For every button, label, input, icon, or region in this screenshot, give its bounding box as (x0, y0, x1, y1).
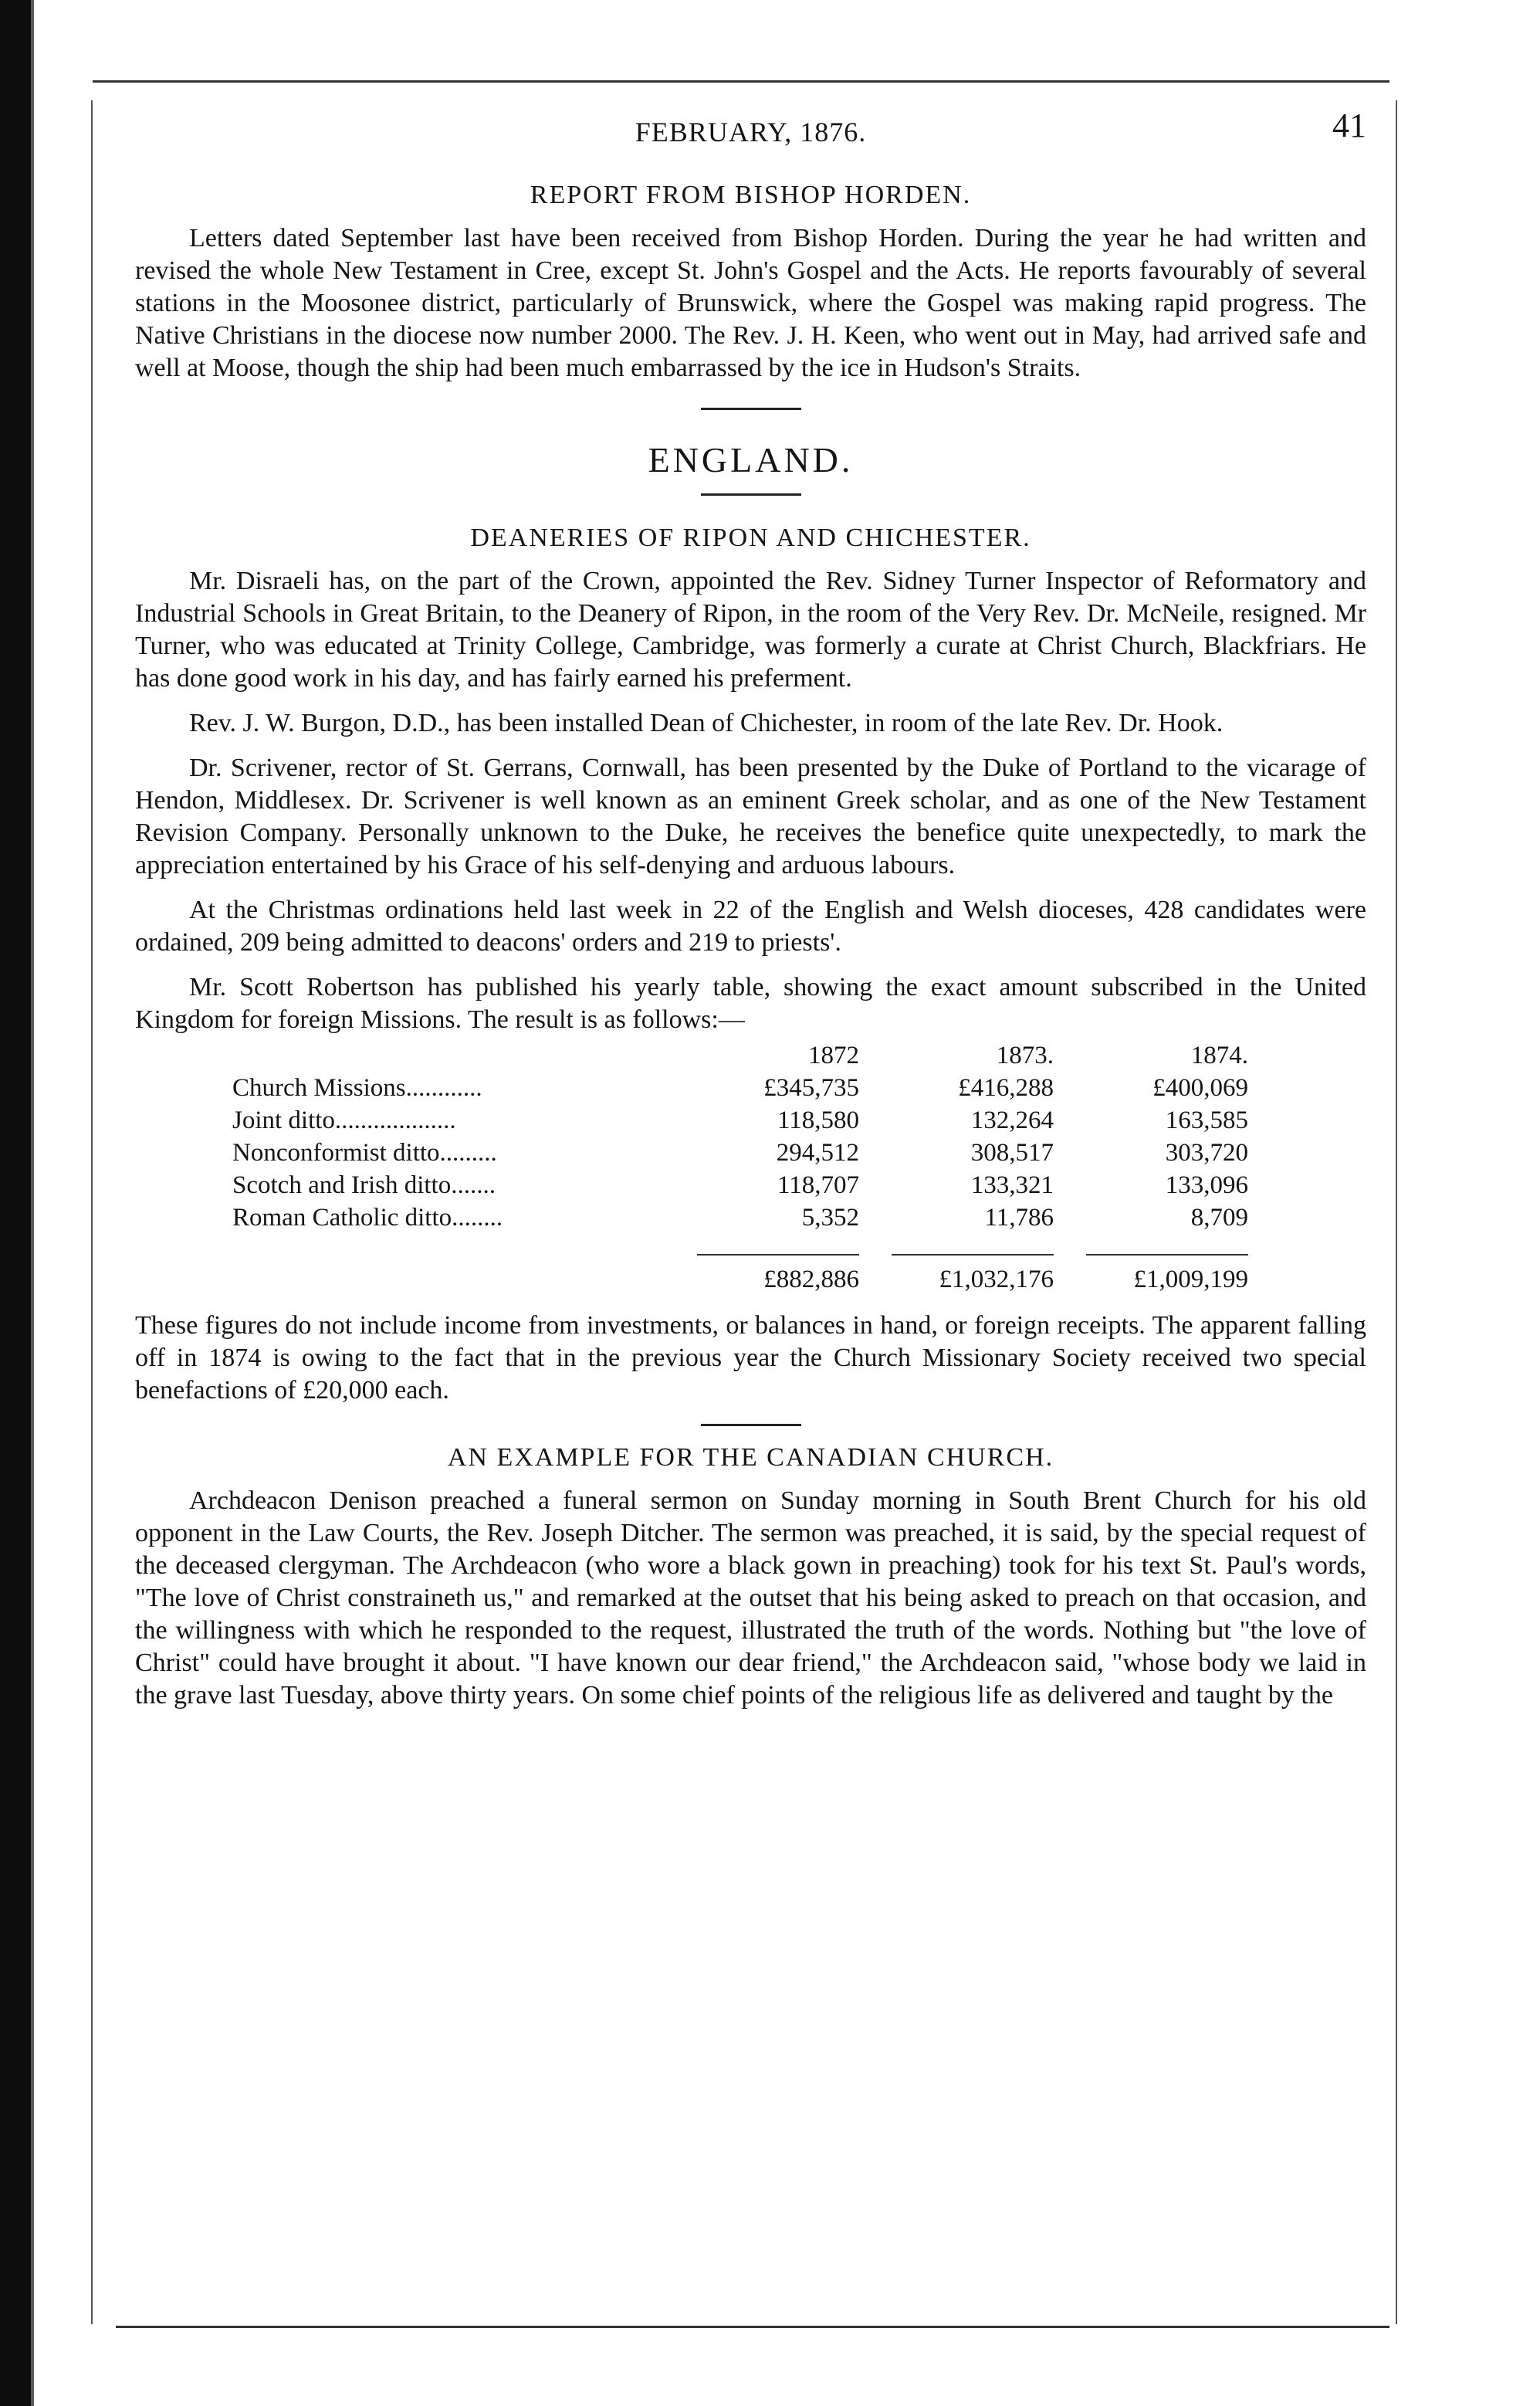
left-page-margin-line (91, 100, 93, 2324)
year-header: 1872 (808, 1042, 859, 1069)
total-value: £1,009,199 (1086, 1254, 1248, 1296)
table-total-row (228, 1234, 1253, 1296)
page-content (135, 107, 1366, 1724)
paragraph-robertson: Mr. Scott Robertson has published his yearly table, showing the exact amount subscribed in the United Kingdom for foreign Missions. The result is as follows:— (135, 973, 1366, 1034)
running-head-date: FEBRUARY, 1876. (635, 117, 867, 147)
section-divider (701, 408, 801, 410)
cell-value: £400,069 (1152, 1074, 1248, 1102)
cell-value: 133,321 (970, 1171, 1054, 1199)
section-title-bishop-horden: REPORT FROM BISHOP HORDEN. (530, 181, 972, 209)
right-page-margin-line (1396, 100, 1397, 2324)
section-title-canadian-church: AN EXAMPLE FOR THE CANADIAN CHURCH. (447, 1443, 1054, 1472)
paragraph-burgon: Rev. J. W. Burgon, D.D., has been installed Dean of Chichester, in room of the late Rev. Dr. Hook. (189, 709, 1224, 737)
bishop-horden-paragraph: Letters dated September last have been received from Bishop Horden. During the year he had written and revised the whole New Testament in Cree, except St. John's Gospel and the Acts. He reports favourably of several stations in the Moosonee district, particularly of Brunswick, where the Gospel was making rapid progress. The Native Christians in the diocese now number 2000. The Rev. J. H. Keen, who went out in May, had arrived safe and well at Moose, though the ship had been much embarrassed by the ice in Hudson's Straits. (135, 224, 1366, 382)
paragraph-figures-note: These figures do not include income from investments, or balances in hand, or foreign receipts. The apparent falling off in 1874 is owing to the fact that in the previous year the Church Missionary Society received two special benefactions of £20,000 each. (135, 1311, 1366, 1405)
table-header-row (228, 1039, 1253, 1072)
table-row (228, 1104, 1253, 1137)
year-header: 1873. (996, 1042, 1054, 1069)
missions-subscription-table (228, 1039, 1253, 1296)
top-border-rule (93, 80, 1389, 83)
cell-value: £416,288 (958, 1074, 1054, 1102)
cell-value: 8,709 (1190, 1204, 1248, 1232)
paragraph-ordinations: At the Christmas ordinations held last week in 22 of the English and Welsh dioceses, 428 candidates were ordained, 209 being admitted to deacons' orders and 219 to priests'. (135, 896, 1366, 957)
cell-value: 118,707 (777, 1171, 859, 1199)
table-row (228, 1169, 1253, 1201)
cell-value: 118,580 (777, 1106, 859, 1134)
paragraph-disraeli: Mr. Disraeli has, on the part of the Crown, appointed the Rev. Sidney Turner Inspector of Reformatory and Industrial Schools in Great Britain, to the Deanery of Ripon, in the room of the Very Rev. Dr. McNeile, resigned. Mr Turner, who was educated at Trinity College, Cambridge, was formerly a curate at Christ Church, Blackfriars. He has done good work in his day, and has fairly earned his preferment. (135, 567, 1366, 693)
section-divider (701, 493, 801, 496)
cell-value: 11,786 (984, 1204, 1054, 1232)
book-spine-shadow (0, 0, 31, 2406)
bottom-border-rule (116, 2326, 1389, 2328)
row-label: Nonconformist ditto......... (232, 1139, 497, 1167)
cell-value: 132,264 (970, 1106, 1054, 1134)
row-label: Church Missions............ (232, 1074, 482, 1102)
year-header: 1874. (1190, 1042, 1248, 1069)
row-label: Scotch and Irish ditto....... (232, 1171, 496, 1199)
row-label: Roman Catholic ditto........ (232, 1204, 503, 1232)
cell-value: 163,585 (1165, 1106, 1248, 1134)
row-label: Joint ditto................... (232, 1106, 456, 1134)
total-value: £1,032,176 (892, 1254, 1054, 1296)
paragraph-scrivener: Dr. Scrivener, rector of St. Gerrans, Cornwall, has been presented by the Duke of Portland to the vicarage of Hendon, Middlesex. Dr. Scrivener is well known as an eminent Greek scholar, and as one of the New Testament Revision Company. Personally unknown to the Duke, he receives the benefice quite unexpectedly, to mark the appreciation entertained by his Grace of his self-denying and arduous labours. (135, 754, 1366, 879)
cell-value: £345,735 (763, 1074, 859, 1102)
paragraph-archdeacon-denison: Archdeacon Denison preached a funeral sermon on Sunday morning in South Brent Church for his old opponent in the Law Courts, the Rev. Joseph Ditcher. The sermon was preached, it is said, by the special request of the deceased clergyman. The Archdeacon (who wore a black gown in preaching) took for his text St. Paul's words, "The love of Christ constraineth us," and remarked at the outset that his being asked to preach on that occasion, and the willingness with which he responded to the request, illustrated the truth of the words. Nothing but "the love of Christ" could have brought it about. "I have known our dear friend," the Archdeacon said, "whose body we laid in the grave last Tuesday, above thirty years. On some chief points of the religious life as delivered and taught by the (135, 1486, 1366, 1710)
table-row (228, 1201, 1253, 1234)
section-title-england: ENGLAND. (648, 440, 854, 480)
running-head (135, 107, 1366, 159)
cell-value: 5,352 (801, 1204, 859, 1232)
table-row (228, 1072, 1253, 1104)
cell-value: 294,512 (776, 1139, 859, 1167)
subsection-title-deaneries: DEANERIES OF RIPON AND CHICHESTER. (470, 524, 1031, 552)
cell-value: 308,517 (970, 1139, 1054, 1167)
cell-value: 303,720 (1165, 1139, 1248, 1167)
cell-value: 133,096 (1165, 1171, 1248, 1199)
spine-edge (31, 0, 34, 2406)
page-number: 41 (1332, 107, 1366, 144)
table-row (228, 1137, 1253, 1169)
total-value: £882,886 (697, 1254, 859, 1296)
section-divider (701, 1424, 801, 1426)
